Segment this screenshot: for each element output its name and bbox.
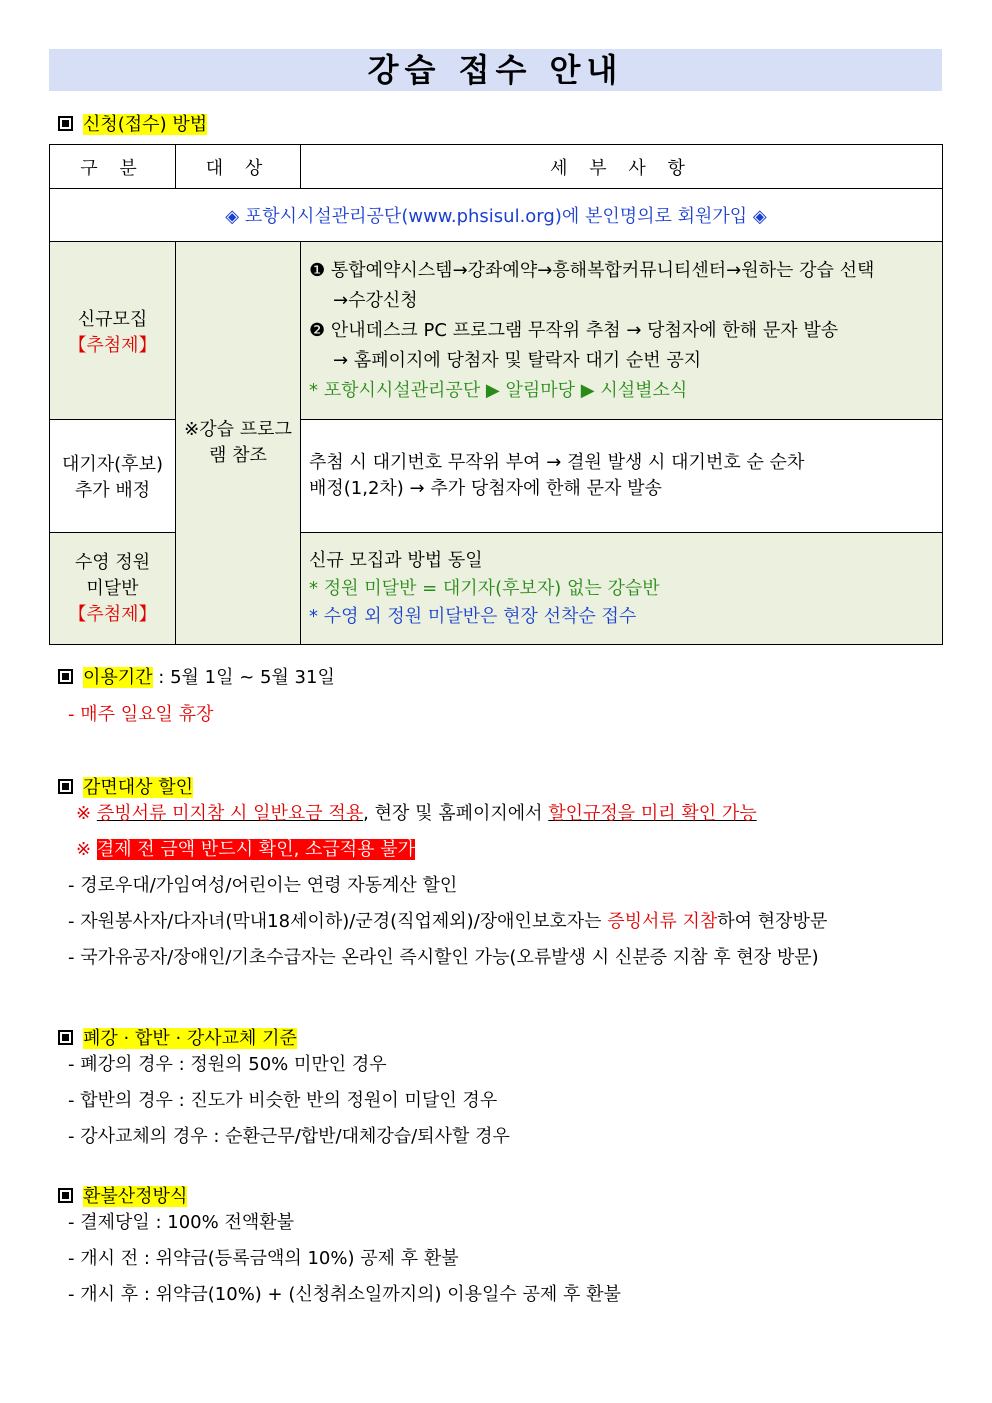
period-value: : 5월 1일 ~ 5월 31일: [152, 667, 335, 688]
heading-text: 신청(접수) 방법: [83, 114, 208, 135]
row-name: 대기자(후보): [62, 454, 163, 475]
item-text: 증빙서류 지참: [607, 911, 718, 932]
row-name-2: 추가 배정: [74, 480, 151, 501]
site-row: ◈ 포항시시설관리공단(www.phsisul.org)에 본인명의로 회원가입 ◈: [50, 189, 943, 242]
square-bullet-icon: [58, 669, 73, 684]
section-refund: [58, 1184, 187, 1210]
step-2-cont: → 홈페이지에 당첨자 및 탈락자 대기 순번 공지: [333, 349, 702, 371]
detail-waitlist: [301, 420, 943, 533]
square-bullet-icon: [58, 116, 73, 131]
closed-notice: - 매주 일요일 휴장: [68, 704, 214, 725]
note: * 정원 미달반 = 대기자(후보자) 없는 강습반: [309, 577, 660, 599]
header-detail: 세 부 사 항: [301, 145, 943, 189]
row-name: 신규모집: [77, 308, 148, 330]
note: * 수영 외 정원 미달반은 현장 선착순 접수: [309, 605, 637, 627]
header-category: 구 분: [50, 145, 176, 189]
note-text: 할인규정을 미리 확인 가능: [548, 803, 757, 824]
row-name: 수영 정원: [74, 551, 151, 573]
note-text: 결제 전 금액 반드시 확인, 소급적용 불가: [96, 839, 416, 860]
page-title: 강습 접수 안내: [49, 49, 942, 91]
item-text: 하여 현장방문: [717, 911, 828, 932]
square-bullet-icon: [58, 779, 73, 794]
row-name-2: 미달반: [86, 577, 139, 599]
detail-swim: [301, 533, 943, 645]
target-cell: ※강습 프로그램 참조: [176, 242, 301, 645]
section-closure: [58, 1026, 297, 1052]
section-period: [58, 665, 335, 691]
discount-item: - 국가유공자/장애인/기초수급자는 온라인 즉시할인 가능(오류발생 시 신분증 지참 후 현장 방문): [68, 947, 819, 968]
note-mark: ※: [76, 839, 97, 860]
note: * 포항시시설관리공단 ▶ 알림마당 ▶ 시설별소식: [309, 379, 688, 401]
row-waitlist: [50, 420, 176, 533]
square-bullet-icon: [58, 1188, 73, 1203]
heading-text: 감면대상 할인: [83, 777, 194, 798]
step-1: ❶ 통합예약시스템→강좌예약→흥해복합커뮤니티센터→원하는 강습 선택: [309, 259, 875, 281]
row-swim-undersubscribed: [50, 533, 176, 645]
closure-item: - 합반의 경우 : 진도가 비슷한 반의 정원이 미달인 경우: [68, 1090, 498, 1111]
heading-text: 이용기간: [83, 667, 153, 688]
closure-item: - 폐강의 경우 : 정원의 50% 미만인 경우: [68, 1054, 387, 1075]
header-target: 대 상: [176, 145, 301, 189]
square-bullet-icon: [58, 1030, 73, 1045]
refund-item: - 개시 전 : 위약금(등록금액의 10%) 공제 후 환불: [68, 1248, 459, 1269]
detail-line: 신규 모집과 방법 동일: [309, 549, 483, 571]
refund-item: - 개시 후 : 위약금(10%) + (신청취소일까지의) 이용일수 공제 후 환불: [68, 1284, 621, 1305]
section-apply-heading: [58, 112, 207, 138]
step-1-cont: →수강신청: [333, 289, 418, 311]
refund-item: - 결제당일 : 100% 전액환불: [68, 1212, 295, 1233]
section-discount: [58, 775, 193, 801]
note-mark: ※: [76, 803, 97, 824]
detail-line: 추첨 시 대기번호 무작위 부여 → 결원 발생 시 대기번호 순 순차: [309, 452, 805, 473]
note-text: , 현장 및 홈페이지에서: [363, 803, 549, 824]
step-2: ❷ 안내데스크 PC 프로그램 무작위 추첨 → 당첨자에 한해 문자 발송: [309, 319, 839, 341]
item-text: - 자원봉사자/다자녀(막내18세이하)/군경(직업제외)/장애인보호자는: [68, 911, 608, 932]
row-tag: 【추첨제】: [68, 334, 157, 356]
apply-table: [49, 144, 943, 645]
discount-note-2: [76, 837, 415, 863]
discount-item: [68, 909, 827, 935]
heading-text: 환불산정방식: [83, 1186, 188, 1207]
closure-item: - 강사교체의 경우 : 순환근무/합반/대체강습/퇴사할 경우: [68, 1126, 510, 1147]
row-tag: 【추첨제】: [68, 603, 157, 625]
discount-note-1: [76, 801, 757, 827]
note-text: 증빙서류 미지참 시 일반요금 적용: [96, 803, 364, 824]
heading-text: 폐강 · 합반 · 강사교체 기준: [83, 1028, 297, 1049]
discount-item: - 경로우대/가임여성/어린이는 연령 자동계산 할인: [68, 875, 458, 896]
detail-line: 배정(1,2차) → 추가 당첨자에 한해 문자 발송: [309, 478, 662, 499]
detail-new-recruit: [301, 242, 943, 420]
row-new-recruit: [50, 242, 176, 420]
